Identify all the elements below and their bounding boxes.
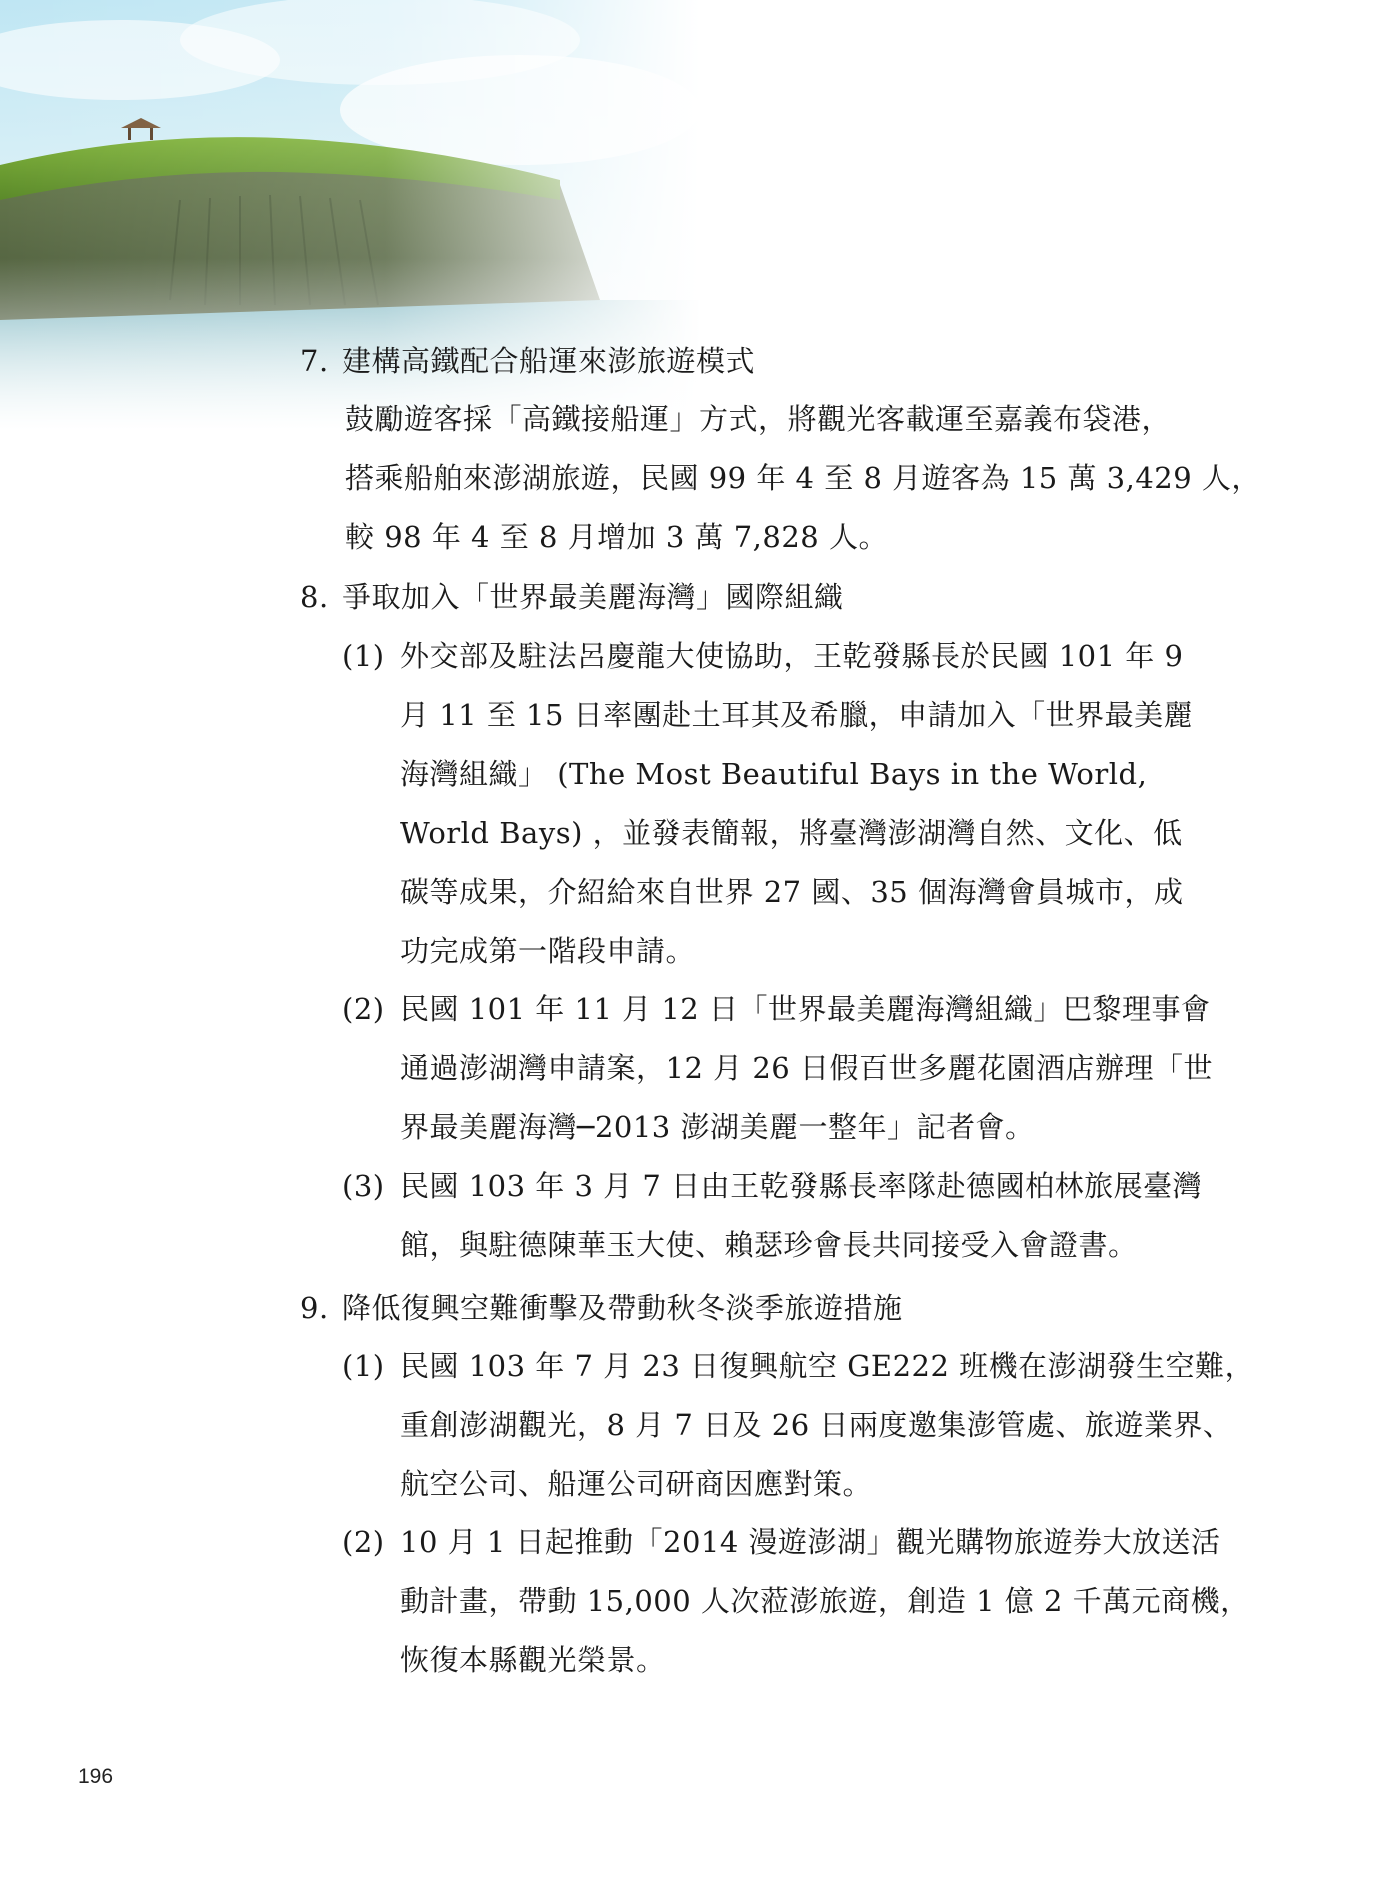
- item-label: (2): [342, 1525, 385, 1559]
- item-line: 民國 103 年 7 月 23 日復興航空 GE222 班機在澎湖發生空難，: [400, 1349, 1255, 1383]
- section-9-heading: [300, 1288, 903, 1328]
- item-line: 月 11 至 15 日率團赴土耳其及希臘，申請加入「世界最美麗: [400, 698, 1194, 732]
- item-line: 民國 101 年 11 月 12 日「世界最美麗海灣組織」巴黎理事會: [400, 992, 1211, 1026]
- item-line: 動計畫，帶動 15,000 人次蒞澎旅遊，創造 1 億 2 千萬元商機，: [400, 1584, 1250, 1618]
- item-line: World Bays) ，並發表簡報，將臺灣澎湖灣自然、文化、低: [400, 816, 1183, 850]
- item-line: 恢復本縣觀光榮景。: [400, 1643, 666, 1677]
- section-title: 爭取加入「世界最美麗海灣」國際組織: [342, 580, 844, 614]
- section-9-item-2: [342, 1513, 1250, 1690]
- item-label: (1): [342, 639, 385, 673]
- section-number: 7.: [300, 344, 329, 378]
- item-line: 10 月 1 日起推動「2014 漫遊澎湖」觀光購物旅遊券大放送活: [400, 1525, 1221, 1559]
- item-line: 航空公司、船運公司研商因應對策。: [400, 1467, 873, 1501]
- item-label: (1): [342, 1349, 385, 1383]
- section-7-heading: [300, 341, 755, 381]
- paragraph-line: 搭乘船舶來澎湖旅遊，民國 99 年 4 至 8 月遊客為 15 萬 3,429 人，: [345, 461, 1261, 495]
- item-line: 碳等成果，介紹給來自世界 27 國、35 個海灣會員城市，成: [400, 875, 1184, 909]
- item-line: 重創澎湖觀光，8 月 7 日及 26 日兩度邀集澎管處、旅遊業界、: [400, 1408, 1233, 1442]
- section-8-item-2: [342, 980, 1213, 1157]
- section-title: 建構高鐵配合船運來澎旅遊模式: [342, 344, 756, 378]
- item-line: 界最美麗海灣─2013 澎湖美麗一整年」記者會。: [400, 1110, 1035, 1144]
- item-label: (3): [342, 1169, 385, 1203]
- item-label: (2): [342, 992, 385, 1026]
- section-8-item-3: [342, 1157, 1203, 1275]
- item-line: 通過澎湖灣申請案，12 月 26 日假百世多麗花園酒店辦理「世: [400, 1051, 1213, 1085]
- section-7-paragraph: [345, 390, 1261, 567]
- item-line: 海灣組織」 (The Most Beautiful Bays in the World,: [400, 757, 1148, 791]
- item-line: 外交部及駐法呂慶龍大使協助，王乾發縣長於民國 101 年 9: [400, 639, 1184, 673]
- section-8-item-1: [342, 627, 1194, 981]
- section-number: 9.: [300, 1291, 329, 1325]
- item-line: 功完成第一階段申請。: [400, 934, 696, 968]
- section-8-heading: [300, 577, 844, 617]
- item-line: 館，與駐德陳華玉大使、賴瑟珍會長共同接受入會證書。: [400, 1228, 1138, 1262]
- paragraph-line: 鼓勵遊客採「高鐵接船運」方式，將觀光客載運至嘉義布袋港，: [345, 402, 1172, 436]
- section-number: 8.: [300, 580, 329, 614]
- item-line: 民國 103 年 3 月 7 日由王乾發縣長率隊赴德國柏林旅展臺灣: [400, 1169, 1203, 1203]
- paragraph-line: 較 98 年 4 至 8 月增加 3 萬 7,828 人。: [345, 520, 888, 554]
- section-9-item-1: [342, 1337, 1255, 1514]
- section-title: 降低復興空難衝擊及帶動秋冬淡季旅遊措施: [342, 1291, 903, 1325]
- page-number: 196: [78, 1765, 114, 1788]
